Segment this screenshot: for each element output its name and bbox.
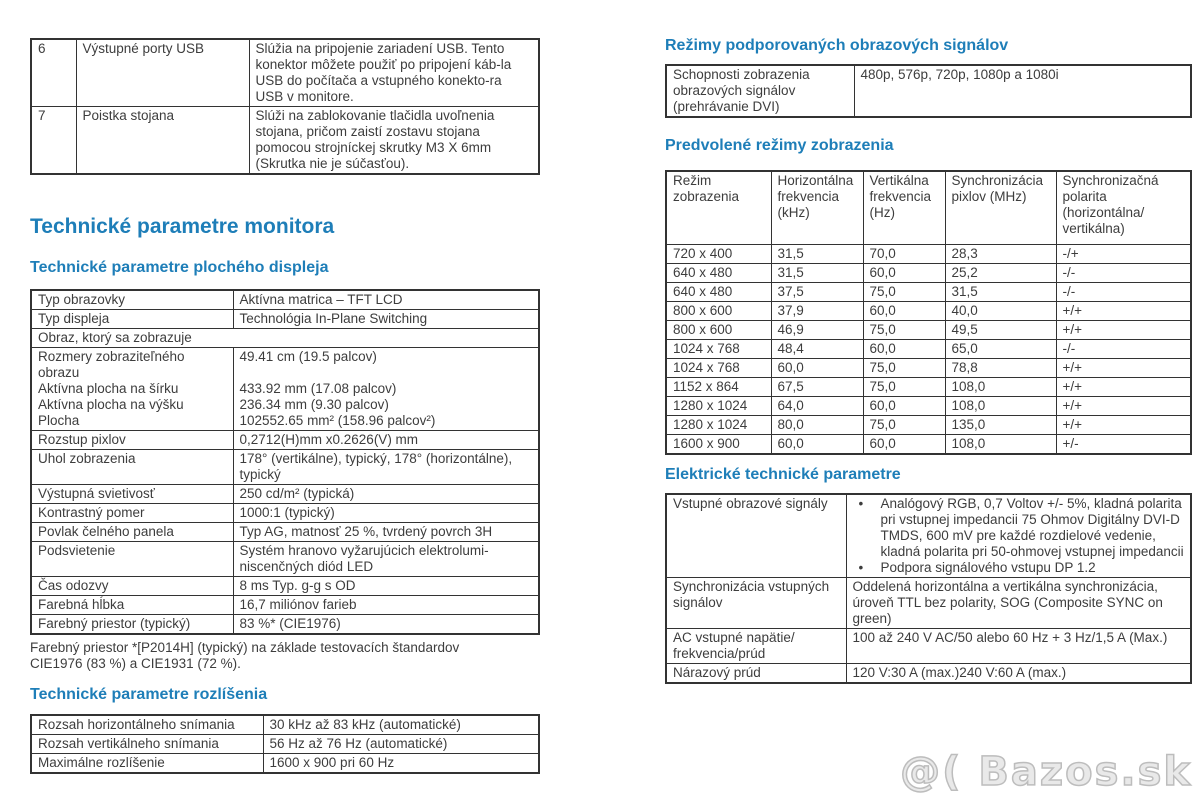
mode-cell: 640 x 480 (666, 264, 771, 283)
vfreq-cell: 75,0 (863, 378, 945, 397)
table-row (31, 715, 539, 735)
spec-value: 100 až 240 V AC/50 alebo 60 Hz + 3 Hz/1,5 A (Max.) (846, 629, 1191, 664)
spec-label: Rozsah horizontálneho snímania (31, 715, 263, 735)
table-row (666, 321, 1191, 340)
pixclock-cell: 31,5 (945, 283, 1056, 302)
pixclock-cell: 108,0 (945, 378, 1056, 397)
mode-cell: 1280 x 1024 (666, 397, 771, 416)
column-header: Horizontálna frekvencia (kHz) (771, 171, 863, 245)
column-header: Vertikálna frekvencia (Hz) (863, 171, 945, 245)
ports-table (30, 38, 540, 175)
polarity-cell: -/+ (1056, 245, 1191, 264)
section-heading-preset-modes: Predvolené režimy zobrazenia (665, 137, 894, 154)
table-row (31, 735, 539, 754)
bullet-item: • Analógový RGB, 0,7 Voltov +/- 5%, kladná polarita pri vstupnej impedancii 75 Ohmov Digitálny DVI-D TMDS, 600 mV pre každé rozdielové vedenie, kladná polarita pri 50-ohmovej vstupnej impedancii (853, 496, 1185, 560)
spec-value: 30 kHz až 83 kHz (automatické) (263, 715, 539, 735)
polarity-cell: +/+ (1056, 378, 1191, 397)
table-row (31, 290, 539, 310)
preset-modes-table (665, 170, 1192, 455)
port-label: Výstupné porty USB (76, 39, 249, 107)
spec-value: 8 ms Typ. g-g s OD (233, 577, 539, 596)
spec-label (31, 348, 233, 431)
spec-value: 250 cd/m² (typická) (233, 485, 539, 504)
spec-value: Oddelená horizontálna a vertikálna synchronizácia, úroveň TTL bez polarity, SOG (Composite SYNC on green) (846, 578, 1191, 629)
table-row (31, 39, 539, 107)
spec-value: 1600 x 900 pri 60 Hz (263, 754, 539, 774)
spec-value: 178° (vertikálne), typický, 178° (horizontálne), typický (233, 450, 539, 485)
spec-label: Typ displeja (31, 310, 233, 329)
pixclock-cell: 108,0 (945, 435, 1056, 455)
table-row (31, 107, 539, 175)
hfreq-cell: 60,0 (771, 435, 863, 455)
polarity-cell: +/+ (1056, 321, 1191, 340)
mode-cell: 1024 x 768 (666, 340, 771, 359)
spec-value: Aktívna matrica – TFT LCD (233, 290, 539, 310)
spec-label: Synchronizácia vstupných signálov (666, 578, 846, 629)
mode-cell: 720 x 400 (666, 245, 771, 264)
vfreq-cell: 60,0 (863, 340, 945, 359)
hfreq-cell: 37,9 (771, 302, 863, 321)
panel-spec-table (30, 289, 540, 635)
section-heading-resolution: Technické parametre rozlíšenia (30, 686, 268, 703)
pixclock-cell: 25,2 (945, 264, 1056, 283)
hfreq-cell: 80,0 (771, 416, 863, 435)
dim-label: Rozmery zobraziteľného obrazu (38, 349, 185, 380)
hfreq-cell: 46,9 (771, 321, 863, 340)
dim-value: 433.92 mm (17.08 palcov) (239, 381, 397, 396)
table-row (666, 65, 1191, 117)
page-title: Technické parametre monitora (30, 215, 335, 238)
spec-label: Nárazový prúd (666, 664, 846, 684)
table-row (31, 596, 539, 615)
spec-value: 480p, 576p, 720p, 1080p a 1080i (854, 65, 1191, 117)
pixclock-cell: 108,0 (945, 397, 1056, 416)
spec-label: Schopnosti zobrazenia obrazových signálov (prehrávanie DVI) (666, 65, 854, 117)
polarity-cell: -/- (1056, 264, 1191, 283)
pixclock-cell: 65,0 (945, 340, 1056, 359)
vfreq-cell: 60,0 (863, 302, 945, 321)
section-heading-panel-specs: Technické parametre plochého displeja (30, 259, 329, 276)
mode-cell: 1280 x 1024 (666, 416, 771, 435)
table-row (666, 359, 1191, 378)
dim-label: Aktívna plocha na šírku (38, 381, 179, 396)
spec-value (233, 348, 539, 431)
spec-label: Uhol zobrazenia (31, 450, 233, 485)
table-row (31, 754, 539, 774)
mode-cell: 1024 x 768 (666, 359, 771, 378)
dim-value: 102552.65 mm² (158.96 palcov²) (239, 413, 436, 428)
table-row (31, 310, 539, 329)
spec-value: 0,2712(H)mm x0.2626(V) mm (233, 431, 539, 450)
mode-cell: 1600 x 900 (666, 435, 771, 455)
left-column (30, 0, 538, 774)
table-row (666, 264, 1191, 283)
pixclock-cell: 40,0 (945, 302, 1056, 321)
vfreq-cell: 60,0 (863, 264, 945, 283)
spec-label: Farebný priestor (typický) (31, 615, 233, 635)
table-row (666, 416, 1191, 435)
right-column (665, 0, 1190, 684)
port-description: Slúži na zablokovanie tlačidla uvoľnenia stojana, pričom zaistí zostavu stojana pomocou strojníckej skrutky M3 X 6mm (Skrutka nie je súčasťou). (249, 107, 539, 175)
spec-value: 120 V:30 A (max.)240 V:60 A (max.) (846, 664, 1191, 684)
spec-label: AC vstupné napätie/ frekvencia/prúd (666, 629, 846, 664)
spec-value: Systém hranovo vyžarujúcich elektrolumi-niscenčných diód LED (233, 542, 539, 577)
table-row (666, 578, 1191, 629)
table-row (666, 340, 1191, 359)
spec-value: Typ AG, matnosť 25 %, tvrdený povrch 3H (233, 523, 539, 542)
spec-value: 56 Hz až 76 Hz (automatické) (263, 735, 539, 754)
vfreq-cell: 75,0 (863, 283, 945, 302)
table-row-dimensions (31, 348, 539, 431)
pixclock-cell: 49,5 (945, 321, 1056, 340)
vfreq-cell: 70,0 (863, 245, 945, 264)
spec-label: Maximálne rozlíšenie (31, 754, 263, 774)
spec-value: 1000:1 (typický) (233, 504, 539, 523)
table-row (31, 329, 539, 348)
table-row (666, 435, 1191, 455)
dim-label: Aktívna plocha na výšku (38, 397, 184, 412)
video-modes-table (665, 64, 1192, 118)
mode-cell: 1152 x 864 (666, 378, 771, 397)
table-row (31, 577, 539, 596)
spec-label: Výstupná svietivosť (31, 485, 233, 504)
spec-label: Kontrastný pomer (31, 504, 233, 523)
vfreq-cell: 75,0 (863, 321, 945, 340)
polarity-cell: +/+ (1056, 359, 1191, 378)
mode-cell: 640 x 480 (666, 283, 771, 302)
table-header-row (666, 171, 1191, 245)
table-row (31, 615, 539, 635)
spec-label: Povlak čelného panela (31, 523, 233, 542)
pixclock-cell: 78,8 (945, 359, 1056, 378)
table-row (31, 431, 539, 450)
table-row (666, 378, 1191, 397)
hfreq-cell: 60,0 (771, 359, 863, 378)
port-description: Slúžia na pripojenie zariadení USB. Tento konektor môžete použiť po pripojení káb-la USB do počítača a vstupného konekto-ra USB v monitore. (249, 39, 539, 107)
spec-value: 83 %* (CIE1976) (233, 615, 539, 635)
table-row (31, 450, 539, 485)
section-heading-video-modes: Režimy podporovaných obrazových signálov (665, 37, 1009, 54)
vfreq-cell: 60,0 (863, 397, 945, 416)
table-row (666, 283, 1191, 302)
resolution-table (30, 714, 540, 774)
polarity-cell: +/+ (1056, 416, 1191, 435)
color-space-note: Farebný priestor *[P2014H] (typický) na základe testovacích štandardov CIE1976 (83 %) a CIE1931 (72 %). (30, 640, 460, 671)
hfreq-cell: 48,4 (771, 340, 863, 359)
table-row (666, 664, 1191, 684)
spec-label: Rozsah vertikálneho snímania (31, 735, 263, 754)
mode-cell: 800 x 600 (666, 302, 771, 321)
polarity-cell: +/- (1056, 435, 1191, 455)
table-row (666, 302, 1191, 321)
polarity-cell: -/- (1056, 340, 1191, 359)
spec-label: Rozstup pixlov (31, 431, 233, 450)
polarity-cell: -/- (1056, 283, 1191, 302)
bullet-item: • Podpora signálového vstupu DP 1.2 (853, 560, 1185, 576)
hfreq-cell: 31,5 (771, 264, 863, 283)
table-row (31, 485, 539, 504)
table-row (31, 523, 539, 542)
table-row (31, 504, 539, 523)
pixclock-cell: 28,3 (945, 245, 1056, 264)
hfreq-cell: 67,5 (771, 378, 863, 397)
port-label: Poistka stojana (76, 107, 249, 175)
polarity-cell: +/+ (1056, 397, 1191, 416)
dim-label: Plocha (38, 413, 80, 428)
spec-label: Vstupné obrazové signály (666, 494, 846, 578)
hfreq-cell: 37,5 (771, 283, 863, 302)
table-row (666, 245, 1191, 264)
bazos-watermark: @( Bazos.sk (900, 749, 1192, 794)
mode-cell: 800 x 600 (666, 321, 771, 340)
spec-label: Čas odozvy (31, 577, 233, 596)
dim-value: 236.34 mm (9.30 palcov) (239, 397, 389, 412)
table-row (666, 494, 1191, 578)
port-number: 6 (31, 39, 76, 107)
column-header: Režim zobrazenia (666, 171, 771, 245)
spec-label: Podsvietenie (31, 542, 233, 577)
spec-value (846, 494, 1191, 578)
polarity-cell: +/+ (1056, 302, 1191, 321)
pixclock-cell: 135,0 (945, 416, 1056, 435)
table-row (666, 629, 1191, 664)
vfreq-cell: 75,0 (863, 359, 945, 378)
column-header: Synchronizačná polarita (horizontálna/ vertikálna) (1056, 171, 1191, 245)
vfreq-cell: 60,0 (863, 435, 945, 455)
hfreq-cell: 64,0 (771, 397, 863, 416)
port-number: 7 (31, 107, 76, 175)
spec-value: Technológia In-Plane Switching (233, 310, 539, 329)
table-row (31, 542, 539, 577)
section-heading-electrical: Elektrické technické parametre (665, 466, 901, 483)
table-row (666, 397, 1191, 416)
spec-label: Farebná hĺbka (31, 596, 233, 615)
column-header: Synchronizácia pixlov (MHz) (945, 171, 1056, 245)
hfreq-cell: 31,5 (771, 245, 863, 264)
spec-group-label: Obraz, ktorý sa zobrazuje (31, 329, 539, 348)
dim-value: 49.41 cm (19.5 palcov) (239, 349, 377, 364)
spec-value: 16,7 miliónov farieb (233, 596, 539, 615)
electrical-table (665, 493, 1192, 684)
spec-label: Typ obrazovky (31, 290, 233, 310)
vfreq-cell: 75,0 (863, 416, 945, 435)
